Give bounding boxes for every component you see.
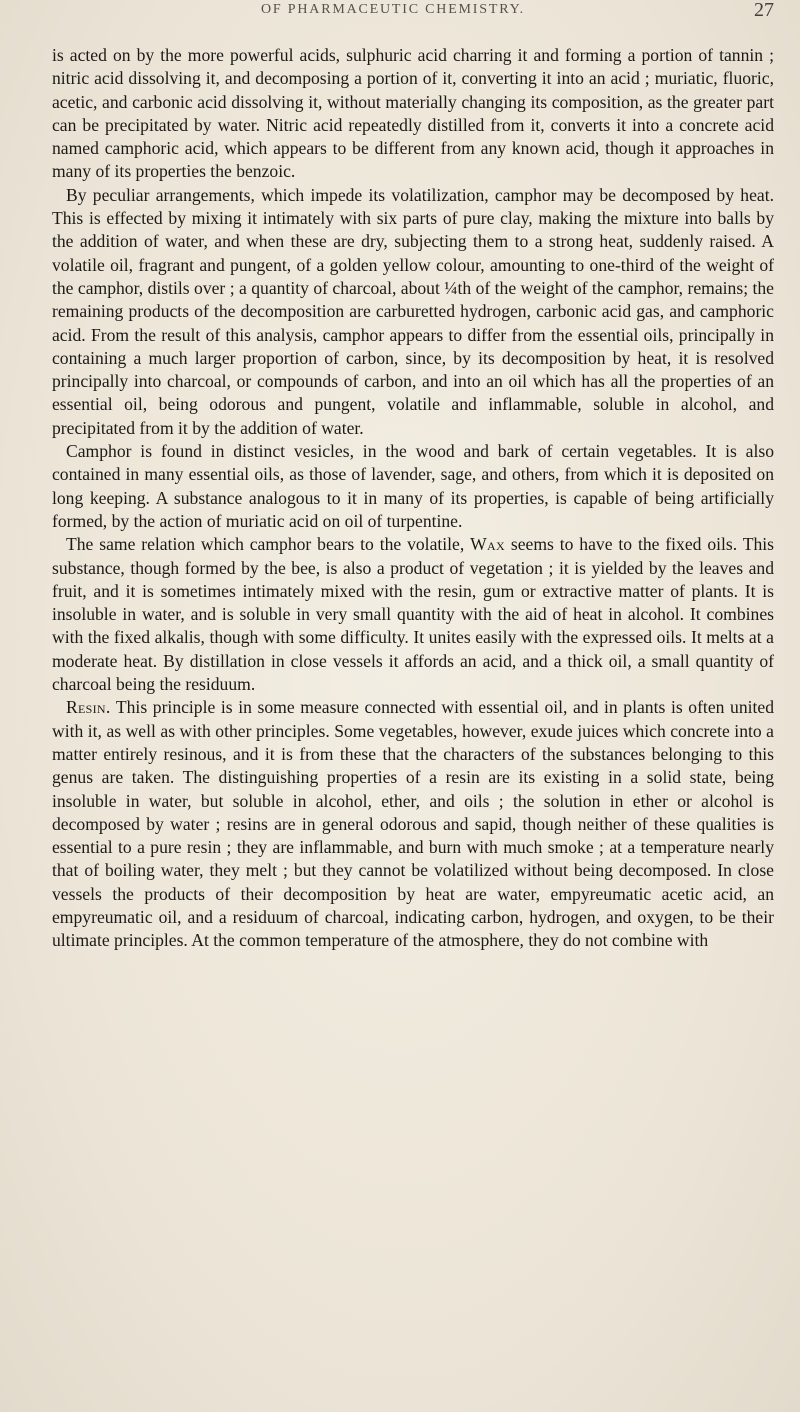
paragraph-text: is acted on by the more powerful acids, sulphuric acid charring it and forming a portion of tannin ; nitric acid dissolving it, and decomposing a portion of it, converting it into an acid ; muriatic, fluoric, acetic, and carbonic acid dissolving it, without materially changing its composition, as the greater part can be precipitated by water. Nitric acid repeatedly distilled from it, converts it into a concrete acid named camphoric acid, which appears to be different from any known acid, though it approaches in many of its properties the benzoic. [52,45,774,182]
paragraph-text: seems to have to the fixed oils. This substance, though formed by the bee, is also a product of vegetation ; it is yielded by the leaves and fruit, and it is sometimes intimately mixed with the resin, gum or extractive matter of plants. It is insoluble in water, and is soluble in very small quantity with the aid of heat in alcohol. It combines with the fixed alkalis, though with some difficulty. It unites easily with the expressed oils. It melts at a moderate heat. By distillation in close vessels it affords an acid, and a thick oil, a small quantity of charcoal being the residuum. [52,534,774,695]
paragraph-camphor-decomposition [52,184,774,440]
paragraph-camphor-acids [52,44,774,184]
paragraph-resin [52,696,774,952]
running-head [52,0,774,44]
paragraph-text: Camphor is found in distinct vesicles, in the wood and bark of certain vegetables. It is also contained in many essential oils, as those of lavender, sage, and others, from which it is deposited on long keeping. A substance analogous to it in many of its properties, is capable of being artificially formed, by the action of muriatic acid on oil of turpentine. [52,441,774,531]
term-wax: Wax [470,534,505,555]
term-resin: Resin. [66,697,111,718]
running-head-title: OF PHARMACEUTIC CHEMISTRY. [261,2,525,17]
paragraph-camphor-sources [52,440,774,533]
paragraph-text: This principle is in some measure connected with essential oil, and in plants is often united with it, as well as with other principles. Some vegetables, however, exude juices which concrete into a matter entirely resinous, and it is from these that the characters of the substances belonging to this genus are taken. The distinguishing properties of a resin are its existing in a solid state, being insoluble in water, but soluble in alcohol, ether, and oils ; the solution in ether or alcohol is decomposed by water ; resins are in general odorous and sapid, though neither of these qualities is essential to a pure resin ; they are inflammable, and burn with much smoke ; at a temperature nearly that of boiling water, they melt ; but they cannot be volatilized without being decomposed. In close vessels the products of their decomposition by heat are water, empyreumatic acetic acid, an empyreumatic oil, and a residuum of charcoal, indicating carbon, hydrogen, and oxygen, to be their ultimate principles. At the common temperature of the atmosphere, they do not combine with [52,697,774,951]
paragraph-text: The same relation which camphor bears to the volatile, [66,534,471,555]
paragraph-text: By peculiar arrangements, which impede its volatilization, camphor may be decomposed by heat. This is effected by mixing it intimately with six parts of pure clay, making the mixture into balls by the addition of water, and when these are dry, subjecting them to a strong heat, suddenly raised. A volatile oil, fragrant and pungent, of a golden yellow colour, amounting to one-third of the weight of the camphor, distils over ; a quantity of charcoal, about ¼th of the weight of the camphor, remains; the remaining products of the decomposition are carburetted hydrogen, carbonic acid gas, and camphoric acid. From the result of this analysis, camphor appears to differ from the essential oils, principally in containing a much larger proportion of carbon, since, by its decomposition by heat, it is resolved principally into charcoal, or compounds of carbon, and into an oil which has all the properties of an essential oil, being odorous and pungent, volatile and inflammable, soluble in alcohol, and precipitated from it by the addition of water. [52,184,774,438]
page-number: 27 [754,0,774,21]
paragraph-wax [52,533,774,696]
body-text [52,44,774,953]
